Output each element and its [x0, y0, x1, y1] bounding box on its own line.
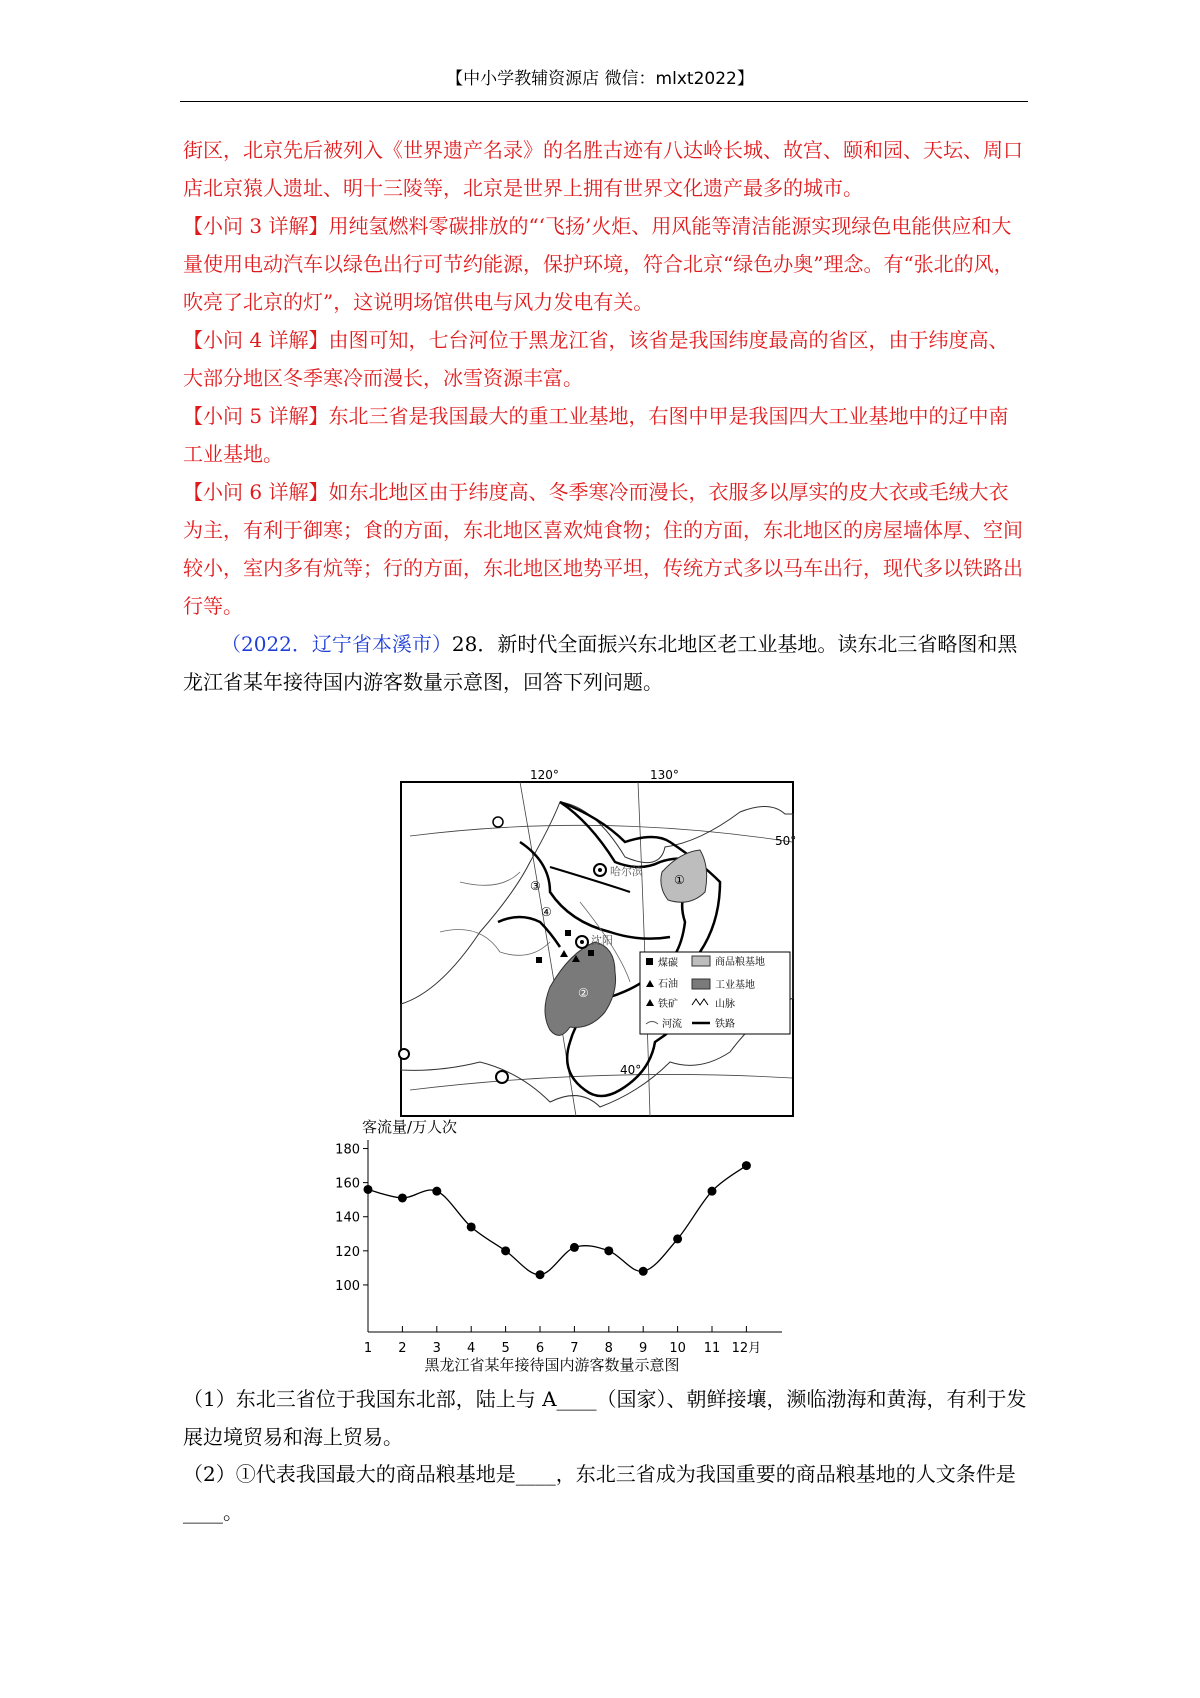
data-point — [536, 1270, 545, 1279]
data-point — [673, 1234, 682, 1243]
tourist-line-chart — [335, 1118, 862, 1374]
marker-3: ③ — [530, 879, 541, 893]
answer-paragraph-q5: 【小问 5 详解】东北三省是我国最大的重工业基地，右图中甲是我国四大工业基地中的辽中南工业基地。 — [183, 404, 1009, 466]
coal-symbol — [565, 930, 571, 936]
city-small — [493, 817, 503, 827]
legend-grain-symbol — [692, 956, 710, 966]
y-tick-label: 120 — [335, 1244, 360, 1260]
page-header: 【中小学教辅资源店 微信：mlxt2022】 — [446, 69, 754, 89]
subquestion-2: （2）①代表我国最大的商品粮基地是____，东北三省成为我国重要的商品粮基地的人文条件是____。 — [183, 1462, 1016, 1524]
subquestion-1: （1）东北三省位于我国东北部，陆上与 A____（国家）、朝鲜接壤，濒临渤海和黄海，有利于发展边境贸易和海上贸易。 — [183, 1387, 1027, 1449]
x-tick-label: 9 — [639, 1341, 648, 1356]
data-point — [639, 1267, 648, 1276]
coal-symbol — [588, 950, 594, 956]
x-tick-label: 12月 — [731, 1341, 762, 1356]
data-point — [364, 1185, 373, 1194]
x-tick-label: 3 — [432, 1341, 441, 1356]
marker-4: ④ — [541, 905, 552, 919]
lon-label-120: 120° — [530, 768, 559, 782]
answer-paragraph-q4: 【小问 4 详解】由图可知，七台河位于黑龙江省，该省是我国纬度最高的省区，由于纬度高、大部分地区冬季寒冷而漫长，冰雪资源丰富。 — [183, 328, 1009, 390]
data-point — [501, 1246, 510, 1255]
data-point — [467, 1222, 476, 1231]
data-point — [570, 1243, 579, 1252]
lat-label-40: 40° — [620, 1063, 642, 1077]
x-tick-label: 8 — [604, 1341, 613, 1356]
tourist-chart-figure — [335, 1118, 862, 1374]
x-tick-label: 6 — [535, 1341, 545, 1356]
legend-mountain: 山脉 — [715, 999, 735, 1010]
city-southwest — [496, 1071, 508, 1083]
x-tick-label: 1 — [363, 1341, 373, 1356]
marker-1: ① — [674, 873, 685, 887]
question-source: （2022．辽宁省本溪市） — [221, 632, 452, 656]
harbin-city-dot — [598, 868, 602, 872]
legend-railway: 铁路 — [715, 1019, 735, 1030]
legend-river: 河流 — [662, 1019, 682, 1030]
lat-label-50: 50° — [775, 834, 797, 848]
legend-industrial: 工业基地 — [715, 980, 755, 991]
x-tick-label: 5 — [501, 1341, 510, 1356]
x-tick-label: 10 — [669, 1341, 686, 1356]
coal-symbol — [536, 957, 542, 963]
data-point — [432, 1187, 441, 1196]
data-point — [398, 1193, 407, 1202]
x-tick-label: 2 — [398, 1341, 407, 1356]
legend-iron: 铁矿 — [658, 999, 678, 1010]
marker-2: ② — [578, 986, 589, 1000]
legend-grain: 商品粮基地 — [715, 957, 765, 968]
legend-industrial-symbol — [692, 979, 710, 989]
series-line — [368, 1166, 746, 1275]
y-axis-label: 客流量/万人次 — [362, 1118, 458, 1136]
answer-paragraph-beijing-heritage: 街区，北京先后被列入《世界遗产名录》的名胜古迹有八达岭长城、故宫、颐和园、天坛、周口店北京猿人遗址、明十三陵等，北京是世界上拥有世界文化遗产最多的城市。 — [183, 138, 1023, 200]
question-text: 28．新时代全面振兴东北地区老工业基地。读东北三省略图和黑龙江省某年接待国内游客数量示意图，回答下列问题。 — [183, 632, 1018, 694]
shenyang-city-dot — [580, 940, 584, 944]
answer-paragraph-q3: 【小问 3 详解】用纯氢燃料零碳排放的“‘飞扬’火炬、用风能等清洁能源实现绿色电能供应和大量使用电动汽车以绿色出行可节约能源，保护环境，符合北京“绿色办奥”理念。有“张北的风，吹亮了北京的灯”，这说明场馆供电与风力发电有关。 — [183, 214, 1014, 314]
lon-label-130: 130° — [650, 768, 679, 782]
x-tick-label: 11 — [703, 1341, 721, 1356]
legend-coal: 煤碳 — [658, 958, 678, 969]
city-beijing — [399, 1049, 409, 1059]
y-tick-label: 140 — [335, 1210, 360, 1226]
northeast-map-figure — [400, 768, 797, 1117]
answer-paragraph-q6: 【小问 6 详解】如东北地区由于纬度高、冬季寒冷而漫长，衣服多以厚实的皮大衣或毛绒大衣为主，有利于御寒；食的方面，东北地区喜欢炖食物；住的方面，东北地区的房屋墙体厚、空间较小，室内多有炕等；行的方面，东北地区地势平坦，传统方式多以马车出行，现代多以铁路出行等。 — [183, 480, 1023, 618]
y-tick-label: 160 — [335, 1176, 360, 1192]
data-point — [742, 1161, 751, 1170]
legend-coal-symbol — [646, 958, 653, 965]
legend-oil: 石油 — [658, 979, 678, 990]
x-tick-label: 4 — [467, 1341, 476, 1356]
x-tick-label: 7 — [570, 1341, 579, 1356]
data-point — [708, 1187, 717, 1196]
y-tick-label: 100 — [335, 1278, 360, 1294]
header-rule — [180, 101, 1028, 102]
shenyang-label: 沈阳 — [591, 934, 613, 947]
data-point — [604, 1246, 613, 1255]
y-tick-label: 180 — [335, 1142, 360, 1158]
northeast-map — [400, 768, 797, 1117]
harbin-label: 哈尔滨 — [610, 865, 643, 878]
chart-caption: 黑龙江省某年接待国内游客数量示意图 — [424, 1356, 680, 1374]
question-28 — [183, 625, 1028, 701]
